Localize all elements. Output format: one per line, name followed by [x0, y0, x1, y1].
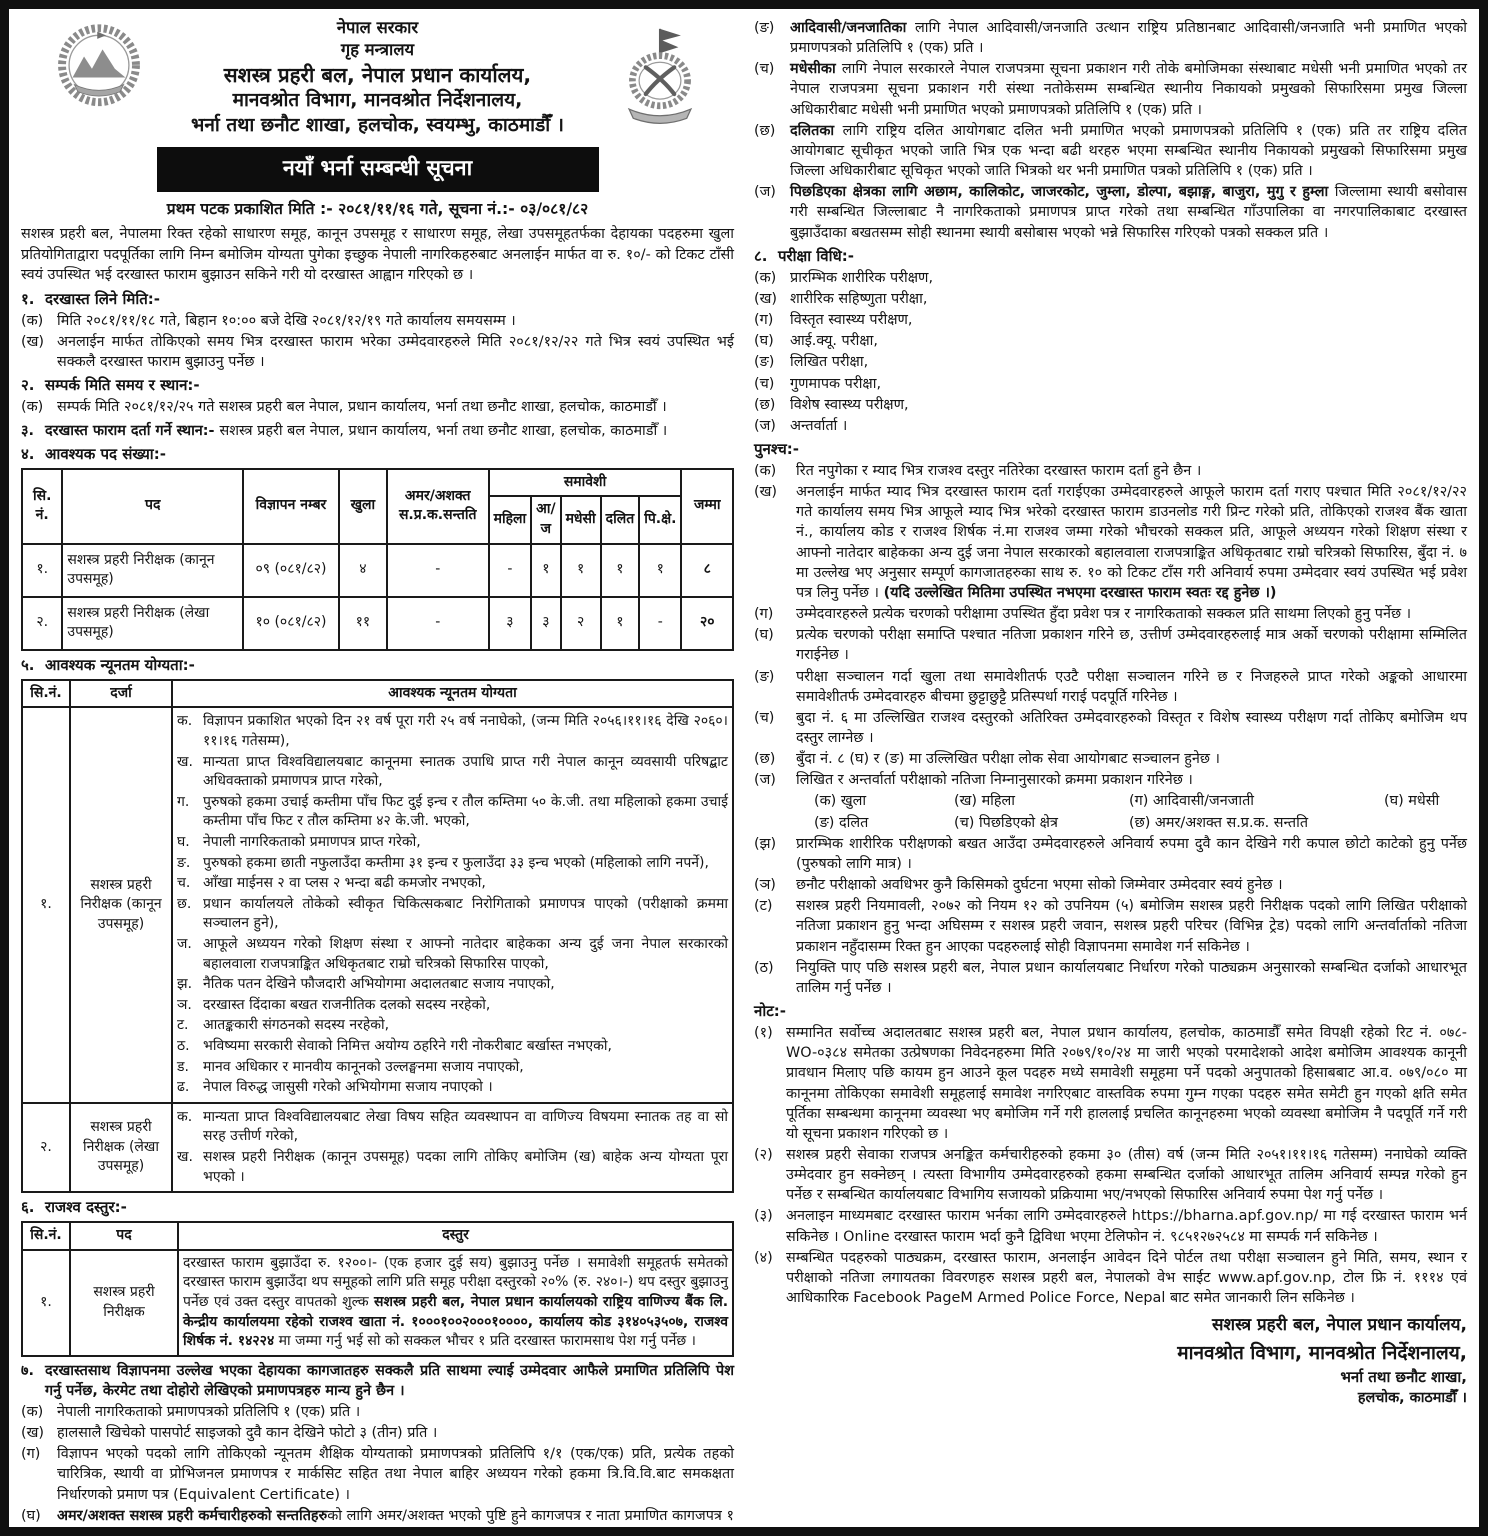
qualification-item — [177, 753, 728, 792]
section-1-heading — [21, 289, 734, 310]
item-label: (घ) — [754, 627, 774, 644]
item-text: प्रारम्भिक शारीरिक परीक्षण, — [790, 269, 934, 286]
item-label: (ङ) — [754, 668, 775, 685]
exam-item — [754, 331, 1467, 351]
item-label: (ज) — [754, 184, 776, 201]
cell-qualifications — [172, 707, 733, 1102]
cell: ३ — [531, 597, 560, 650]
item-text: सशस्त्र प्रहरी सेवाका राजपत्र अनङ्कित कर्मचारीहरुको हकमा ३० (तीस) वर्ष (जन्म मिति २०५१।११।१६ गतेसम्म) ननाघेको व्यक्ति उम्मेदवार हुन सक्नेछन् । त्यस्ता विभागीय उम्मेदवारहरुको हकमा सम्बन्धित दर्जाको आधारभूत तालिम अनिवार्य सम्पन्न गरेको हुन पर्नेछ र सम्बन्धित कार्यालयबाट विभागिय सजायको प्रक्रियामा भए/नभएको सिफारिस अनिवार्य रुपमा पेश गर्नु पर्नेछ । — [786, 1146, 1467, 1204]
apf-crest-icon — [614, 23, 706, 141]
item-text: भविष्यमा सरकारी सेवाको निमित्त अयोग्य ठहरिने गरी नोकरीबाट बर्खास्त नभएको, — [203, 1037, 612, 1054]
item-text: नियुक्ति पाए पछि सशस्त्र प्रहरी बल, नेपाल प्रधान कार्यालयबाट निर्धारण गरेको पाठ्यक्रम अनुसारको सम्बन्धित दर्जाको आधारभूत तालिम गर्नु पर्नेछ । — [796, 959, 1467, 996]
item-text: बुँदा नं. ८ (घ) र (ङ) मा उल्लिखित परीक्षा लोक सेवा आयोगबाट सञ्चालन हुनेछ । — [796, 751, 1221, 768]
col-header-sn: सि.नं. — [22, 1222, 70, 1250]
col-subheader: मधेसी — [561, 496, 601, 543]
cell: १. — [22, 544, 62, 597]
item-label: (१) — [754, 1025, 773, 1042]
item-label: (ज) — [754, 772, 776, 789]
item-text: अमर/अशक्त सशस्त्र प्रहरी कर्मचारीहरुको सन्ततिहरुको लागि अमर/अशक्त भएको पुष्टि हुने कागजपत्र र नाता प्रमाणित कागजपत्र १ (एक) प्रति । — [57, 1507, 735, 1536]
qualification-item — [177, 975, 728, 995]
section-1-items — [21, 311, 734, 372]
cell: - — [489, 544, 532, 597]
item-text: सम्मानित सर्वोच्च अदालतबाट सशस्त्र प्रहरी बल, नेपाल प्रधान कार्यालय, हलचोक, काठमाडौँ समेत विपक्षी रहेको रिट नं. ०७८-WO-०३८४ समेतका उत्प्रेषणका निवेदनहरुमा मिति २०७९/१०/२४ मा जारी भएको परमादेशको आदेश बमोजिम आवश्यक कानूनी प्रावधान मिलाए पछि कायम हुन आउने कूल पदहरु मध्ये समावेशी समूहमा पर्ने पदको अनुपातको हिसाबबाट आ.व. ०७९/०८० मा कानूनमा तोकिएका समावेशी समूहलाई समावेश नगरिएबाट वास्तविक रुपमा गुम्न गएका पदहरु समेत समेटी हुन गएको क्षति समेत पूर्तिका सम्बन्धमा कानूनमा व्यवस्था भए बमोजिम गर्ने गरी हाललाई प्रचलित कानूनहरुमा भएको व्यवस्था बमोजिम नै पदपूर्ति गर्ने गरी यो सूचना प्रकाशन गरिएको छ । — [786, 1025, 1467, 1142]
item-label: ट. — [177, 1017, 189, 1034]
item-label: (ख) — [21, 1425, 45, 1442]
item-text: पिछडिएका क्षेत्रका लागि अछाम, कालिकोट, जाजरकोट, जुम्ला, डोल्पा, बझाङ्ग, बाजुरा, मुगु र हुम्ला जिल्लामा स्थायी बसोवास गरी सम्बन्धित जिल्लाबाट नै नागरिकताको प्रमाणपत्र प्राप्त गरेको तथा सम्बन्धित गाँउपालिका वा नगरपालिकाबाट दरखास्त बुझाउँदाका बखतसम्म सोही स्थानमा स्थायी बसोबास भएको भन्ने सिफारिस गरिएको पत्रको सक्कल प्रति । — [790, 184, 1467, 241]
section-number: ५. — [21, 655, 35, 674]
item-label: (झ) — [754, 835, 777, 852]
col-header-fee: दस्तुर — [178, 1222, 733, 1250]
list-item — [754, 604, 1467, 624]
item-text: रित नपुगेका र म्याद भित्र राजश्व दस्तुर नतिरेका दरखास्त फाराम दर्ता हुने छैन । — [796, 462, 1202, 479]
section-number: १. — [21, 289, 35, 308]
note-heading: नोट:- — [754, 1002, 786, 1021]
item-label: (ट) — [754, 898, 773, 915]
result-order-row-2 — [754, 813, 1467, 833]
item-label: ख. — [177, 753, 193, 770]
item-label: क. — [177, 713, 193, 730]
section-2-heading — [21, 375, 734, 396]
item-text: मान्यता प्राप्त विश्वविद्यालयबाट कानूनमा स्नातक उपाधि प्राप्त गरी नेपाल कानून व्यवसायी परिषद्बाट अधिवक्ताको प्रमाणपत्र प्राप्त गरेको, — [203, 753, 728, 790]
item-label: (४) — [754, 1249, 773, 1266]
section-title: दरखास्त लिने मिति:- — [45, 289, 160, 308]
item-label: (क) — [21, 399, 44, 416]
list-item — [754, 875, 1467, 895]
list-item — [754, 182, 1467, 242]
col-subheader: महिला — [489, 496, 532, 543]
item-label: ग. — [177, 793, 190, 810]
qualification-item — [177, 935, 728, 974]
qualification-item — [177, 833, 728, 853]
qualification-item — [177, 1037, 728, 1057]
note-item — [754, 1023, 1467, 1144]
qualification-item — [177, 996, 728, 1016]
item-label: (छ) — [754, 122, 776, 139]
list-item — [754, 59, 1467, 119]
branch-line: भर्ना तथा छनौट शाखा, हलचोक, स्वयम्भु, काठमाडौँ । — [190, 113, 565, 136]
document-header — [21, 17, 734, 220]
item-text: मिति २०८१/११/१८ गते, बिहान १०:०० बजे देखि २०८१/१२/१९ गते कार्यालय समयसम्म । — [57, 312, 516, 329]
cell-rank: सशस्त्र प्रहरी निरीक्षक (लेखा उपसमूह) — [70, 1103, 172, 1192]
item-text: परीक्षा सञ्चालन गर्दा खुला तथा समावेशीतर्फ एउटै परीक्षा सञ्चालन गरिने छ र निजहरुले प्राप्त गरेको अङ्कको आधारमा समावेशीतर्फ उम्मेदवारहरु बीचमा छुट्टाछुट्टै प्रतिस्पर्धा गराई पदपूर्ति गरिनेछ । — [796, 668, 1467, 705]
section-7-items-right — [754, 18, 1467, 243]
item-text: सम्बन्धित पदहरुको पाठ्यक्रम, दरखास्त फाराम, अनलाईन आवेदन दिने पोर्टल तथा परीक्षा सञ्चालन हुने मिति, समय, स्थान र परीक्षाको नतिजा लगायतका विवरणहरु सशस्त्र प्रहरी बल, नेपालको वेभ साईट www.apf.gov.np, टोल फ्रि नं. १११४ एवं आधिकारिक Facebook PageM Armed Police Force, Nepal बाट समेत जानकारी लिन सकिनेछ । — [786, 1249, 1467, 1307]
cell: - — [387, 544, 489, 597]
col-header-qualification: आवश्यक न्यूनतम योग्यता — [172, 680, 733, 708]
section-text: दरखास्त फाराम दर्ता गर्ने स्थान:- सशस्त्र प्रहरी बल नेपाल, प्रधान कार्यालय, भर्ना तथा छनौट शाखा, हलचोक, काठमाडौँ । — [45, 422, 668, 439]
list-item — [754, 770, 1467, 790]
qualification-item — [177, 1058, 728, 1078]
qualification-table — [21, 679, 734, 1193]
item-text: अनलाईन मार्फत तोकिएको समय भित्र दरखास्त फाराम भरेका उम्मेदवारहरुले मिति २०८१/१२/२२ गते भित्र स्वयं उपस्थित भई सक्कलै दरखास्त फाराम बुझाउनु पर्नेछ । — [57, 334, 734, 371]
item-text: शारीरिक सहिष्णुता परीक्षा, — [790, 290, 928, 307]
item-text: पुरुषको हकमा उचाई कम्तीमा पाँच फिट दुई इन्च र तौल कम्तिमा ५० के.जी. तथा महिलाको हकमा उचाई कम्तीमा पाँच फिट र तौल कम्तिमा ४२ के.जी. भएको, — [203, 793, 728, 830]
qualification-item — [177, 874, 728, 894]
item-text: विज्ञापन भएको पदको लागि तोकिएको न्यूनतम शैक्षिक योग्यताको प्रमाणपत्रको प्रतिलिपि १/१ (एक/एक) प्रति, प्रत्येक तहको चारित्रिक, स्थायी वा प्रोभिजनल प्रमाणपत्र र मार्कसिट सहित तथा नेपाल बाहिर अध्ययन गरेको हकमा त्रि.वि.वि.बाट समकक्षता निर्धारणको प्रमाण पत्र (Equivalent Certificate) । — [57, 1446, 734, 1503]
cell: ११ — [339, 597, 387, 650]
qualification-item — [177, 1108, 728, 1147]
signature-line: भर्ना तथा छनौट शाखा, — [1340, 1367, 1467, 1386]
qualification-items — [177, 712, 728, 1097]
cell-total: ८ — [681, 544, 733, 597]
item-label: झ. — [177, 976, 193, 993]
item-label: (क) — [754, 269, 777, 286]
section-4-heading — [21, 444, 734, 465]
cell: ०९ (०८१/८२) — [243, 544, 339, 597]
cell-sn: १. — [22, 707, 70, 1102]
item-text: अनलाइन माध्यमबाट दरखास्त फाराम भर्नका लागि उम्मेदवारहरुले https://bharna.apf.gov.np/ मा गई दरखास्त फाराम भर्न सकिनेछ । Online दरखास्त फाराम भर्दा कुनै द्विविधा भएमा टेलिफोन नं. ९८५१२७२५८४ मा सम्पर्क गर्न सकिनेछ । — [786, 1208, 1467, 1245]
col-header-inclusive: समावेशी — [489, 469, 682, 497]
cell: १० (०८१/८२) — [243, 597, 339, 650]
cell: १ — [601, 544, 640, 597]
item-label: (छ) — [754, 396, 776, 413]
table-header-row — [22, 1222, 733, 1250]
col-subheader: दलित — [601, 496, 640, 543]
ministry-line: गृह मन्त्रालय — [340, 40, 415, 60]
section-title: आवश्यक पद संख्या:- — [45, 444, 166, 463]
item-label: (छ) — [754, 751, 776, 768]
list-item — [21, 311, 734, 331]
cell-total: २० — [681, 597, 733, 650]
exam-method-items — [754, 268, 1467, 436]
left-column — [21, 17, 735, 1536]
gov-line: नेपाल सरकार — [336, 18, 419, 37]
item-text: मानव अधिकार र मानवीय कानूनको उल्लङ्घनमा सजाय नपाएको, — [203, 1058, 524, 1075]
table-row — [22, 1103, 733, 1192]
list-item — [21, 332, 734, 372]
item-text: सम्पर्क मिति २०८१/१२/२५ गते सशस्त्र प्रहरी बल नेपाल, प्रधान कार्यालय, भर्ना तथा छनौट शाखा, हलचोक, काठमाडौँ । — [57, 399, 667, 416]
result-order-cell: (क) खुला — [814, 793, 867, 810]
list-item — [754, 482, 1467, 603]
note-item — [754, 1248, 1467, 1308]
cell-sn: २. — [22, 1103, 70, 1192]
item-text: लिखित परीक्षा, — [790, 354, 869, 371]
item-label: (क) — [21, 312, 44, 329]
col-header-sn: सि. नं. — [22, 469, 62, 544]
section-number: ३. — [21, 422, 34, 439]
col-header-total: जम्मा — [681, 469, 733, 544]
section-number: ६. — [21, 1198, 35, 1217]
item-text: गुणमापक परीक्षा, — [790, 375, 882, 392]
section-title: सम्पर्क मिति समय र स्थान:- — [45, 376, 200, 395]
table-row — [22, 597, 733, 650]
item-label: ख. — [177, 1148, 193, 1165]
col-subheader: पि.क्षे. — [639, 496, 681, 543]
result-order-cell: (ग) आदिवासी/जनजाती — [1129, 793, 1255, 810]
item-text: नेपाली नागरिकताको प्रमाणपत्रको प्रतिलिपि १ (एक) प्रति । — [57, 1404, 361, 1420]
table-row — [22, 707, 733, 1102]
list-item — [754, 667, 1467, 707]
table-header-row — [22, 469, 733, 497]
item-text: नेपाली नागरिकताको प्रमाणपत्र प्राप्त गरेको, — [203, 834, 421, 851]
signature-block — [754, 1314, 1467, 1408]
col-header-martyr: अमर/अशक्त स.प्र.क.सन्तति — [387, 469, 489, 544]
punashcha-heading: पुनश्च:- — [754, 439, 799, 458]
item-label: (क) — [21, 1404, 44, 1420]
item-label: ङ. — [177, 854, 191, 871]
item-label: च. — [177, 875, 191, 892]
section-7-items-left — [21, 1402, 734, 1536]
cell: १ — [561, 544, 601, 597]
item-text: उम्मेदवारहरुले प्रत्येक चरणको परीक्षामा उपस्थित हुँदा प्रवेश पत्र र नागरिकताको सक्कल प्रति साथमा लिएको हुनु पर्नेछ । — [796, 606, 1412, 623]
table-row — [22, 544, 733, 597]
note-item — [754, 1206, 1467, 1246]
exam-item — [754, 416, 1467, 436]
cell: - — [639, 597, 681, 650]
item-text: नेपाल विरुद्ध जासुसी गरेको अभियोगमा सजाय नपाएको । — [203, 1079, 493, 1096]
cell: १ — [531, 544, 560, 597]
note-item — [754, 1145, 1467, 1205]
intro-paragraph: सशस्त्र प्रहरी बल, नेपालमा रिक्त रहेको साधारण समूह, कानून उपसमूह र साधारण समूह, लेखा उपसमूहतर्फका देहायका पदहरुमा खुला प्रतियोगिताद्वारा पदपूर्तिका लागि निम्न बमोजिम योग्यता पुगेका इच्छुक नेपाली नागरिकहरुबाट अनलाईन मार्फत वा रु. १०/- को टिकट टाँसी स्वयं उपस्थित भई दरखास्त फाराम बुझाउन सकिने गरी यो दरखास्त आह्वान गरिएको छ । — [21, 226, 734, 283]
item-text: अनलाईन मार्फत म्याद भित्र दरखास्त फाराम दर्ता गराईएका उम्मेदवारहरुले आफूले फाराम दर्ता गराए पश्चात मिति २०८१/१२/२२ गते कार्यालय समय भित्र आफूले म्याद भित्र भरेको दरखास्त फाराम डाउनलोड गरी प्रिन्ट गरेको प्रति, तोकिएको राजश्व बैंक खाता नं., कार्यालय कोड र राजश्व शिर्षक नं.मा राजश्व जम्मा गरेको भौचरको सक्कल प्रति, आफूले अध्ययन गरेको शिक्षण संस्था र आफ्नो नातेदार बाहेकका अन्य दुई जना नेपाल सरकारको बहालवाला राजपत्राङ्कित अधिकृतबाट राम्रो चरित्रको सिफारिस, बुँदा नं. ७ मा उल्लेख भए अनुसार सम्पूर्ण कागजातहरुका साथ रु. १० को टिकट टाँस गरी अनिवार्य रुपमा उम्मेदवार स्वयं उपस्थित भई प्रवेश पत्र लिनु पर्नेछ । (यदि उल्लेखित मितिमा उपस्थित नभएमा दरखास्त फाराम स्वतः रद्द हुनेछ ।) — [796, 484, 1467, 601]
cell-qualifications — [172, 1103, 733, 1192]
item-label: (२) — [754, 1146, 773, 1163]
result-order-cell: (घ) मधेसी — [1384, 793, 1440, 810]
cell: २ — [561, 597, 601, 650]
item-label: (ठ) — [754, 959, 774, 976]
exam-item — [754, 289, 1467, 309]
list-item — [754, 958, 1467, 998]
item-label: (३) — [754, 1208, 773, 1225]
col-header-rank: दर्जा — [70, 680, 172, 708]
result-order-row-1 — [754, 791, 1467, 811]
item-label: (ङ) — [754, 20, 775, 36]
signature-line: सशस्त्र प्रहरी बल, नेपाल प्रधान कार्यालय, — [1212, 1315, 1467, 1336]
cell: - — [387, 597, 489, 650]
notice-title-banner: नयाँ भर्ना सम्बन्धी सूचना — [157, 147, 599, 192]
item-label: (घ) — [21, 1507, 41, 1524]
punashcha-items-1 — [754, 461, 1467, 791]
list-item — [754, 896, 1467, 956]
item-text: आई.क्यू. परीक्षा, — [790, 333, 878, 350]
qualification-item — [177, 1078, 728, 1098]
cell-fee-text: दरखास्त फाराम बुझाउँदा रु. १२००।- (एक हजार दुई सय) बुझाउनु पर्नेछ । समावेशी समूहतर्फ समेतको दरखास्त फाराम बुझाउँदा थप समूहको लागि प्रति समूह परीक्षा दस्तुरको २०% (रु. २४०।-) थप दस्तुर बुझाउनु पर्नेछ एवं उक्त दस्तुर वापतको शुल्क सशस्त्र प्रहरी बल, नेपाल प्रधान कार्यालयको राष्ट्रिय वाणिज्य बैंक लि. केन्द्रीय कार्यालयमा रहेको राजश्व खाता नं. १०००१००२०००१००००, कार्यालय कोड ३१४०५३५०७, राजश्व शिर्षक नं. १४२२४ मा जम्मा गर्नु भई सो को सक्कल भौचर १ प्रति दरखास्त फारामसाथ पेश गर्नु पर्नेछ । — [178, 1250, 733, 1356]
col-header-adv: विज्ञापन नम्बर — [243, 469, 339, 544]
item-text: अन्तर्वार्ता । — [790, 417, 848, 434]
item-label: (क) — [754, 462, 777, 479]
item-text: सशस्त्र प्रहरी नियमावली, २०७२ को नियम १२ को उपनियम (५) बमोजिम सशस्त्र प्रहरी निरीक्षक पदको लागि लिखित परीक्षाको नतिजा प्रकाशन हुनु भन्दा अघिसम्म र सशस्त्र प्रहरी जवान, सशस्त्र प्रहरी परिचर (विभिन्न ट्रेड) पदको लागि अन्तर्वार्ताको नतिजा प्रकाशन नहुँदासम्म रिक्त हुन आएका पदहरुलाई सोही विज्ञापनमा समावेश गर्न सकिनेछ । — [796, 898, 1467, 955]
item-label: (च) — [754, 61, 775, 78]
section-7-heading — [21, 1361, 734, 1401]
positions-table — [21, 468, 734, 651]
item-text: मान्यता प्राप्त विश्वविद्यालयबाट लेखा विषय सहित व्यवस्थापन वा वाणिज्य विषयमा स्नातक तह वा सो सरह उत्तीर्ण गरेको, — [203, 1108, 728, 1145]
qualification-items — [177, 1108, 728, 1187]
item-text: आदिवासी/जनजातिका लागि नेपाल आदिवासी/जनजाति उत्थान राष्ट्रिय प्रतिष्ठानबाट आदिवासी/जनजाति भनी प्रमाणित भएको प्रमाणपत्रको प्रतिलिपि १ (एक) प्रति । — [790, 20, 1467, 57]
cell: सशस्त्र प्रहरी निरीक्षक (लेखा उपसमूह) — [62, 597, 243, 650]
item-label: (ज) — [754, 417, 776, 434]
item-label: (ञ) — [754, 877, 776, 894]
item-label: ड. — [177, 1058, 189, 1075]
cell: ३ — [489, 597, 532, 650]
result-order-cell: (च) पिछडिएको क्षेत्र — [954, 814, 1058, 831]
dept-line: मानवश्रोत विभाग, मानवश्रोत निर्देशनालय, — [232, 89, 523, 112]
col-header-post: पद — [70, 1222, 178, 1250]
item-label: (ख) — [21, 334, 45, 351]
qualification-item — [177, 1016, 728, 1036]
section-title: दरखास्त फाराम दर्ता गर्ने स्थान:- — [45, 422, 220, 439]
list-item — [21, 1506, 734, 1536]
section-6-heading — [21, 1197, 734, 1218]
list-item — [21, 1444, 734, 1504]
section-number: ८. — [754, 246, 768, 265]
cell-sn: १. — [22, 1250, 70, 1356]
item-label: (ग) — [21, 1446, 41, 1463]
item-text: प्रत्येक चरणको परीक्षा समाप्ति पश्चात नतिजा प्रकाशन गरिने छ, उत्तीर्ण उम्मेदवारहरुलाई मात्र अर्को चरणको परीक्षामा सम्मिलित गराईनेछ । — [796, 627, 1467, 664]
item-label: (च) — [754, 709, 775, 726]
exam-item — [754, 395, 1467, 415]
cell: सशस्त्र प्रहरी निरीक्षक (कानून उपसमूह) — [62, 544, 243, 597]
result-order-cell: (ख) महिला — [954, 793, 1016, 810]
list-item — [21, 1423, 734, 1443]
list-item — [754, 461, 1467, 481]
item-label: (च) — [754, 375, 775, 392]
punashcha-items-2 — [754, 834, 1467, 998]
item-label: ठ. — [177, 1037, 190, 1054]
section-2-items — [21, 397, 734, 417]
item-label: (ख) — [754, 484, 778, 501]
cell: १ — [601, 597, 640, 650]
item-text: लिखित र अन्तर्वार्ता परीक्षाको नतिजा निम्नानुसारको क्रममा प्रकाशन गरिनेछ । — [796, 772, 1193, 789]
item-text: पुरुषको हकमा छाती नफुलाउँदा कम्तीमा ३१ इन्च र फुलाउँदा ३३ इन्च भएको (महिलाको लागि नपर्ने), — [203, 854, 709, 871]
list-item — [21, 1402, 734, 1422]
cell: १ — [639, 544, 681, 597]
table-header-row — [22, 680, 733, 708]
item-label: (ख) — [754, 290, 778, 307]
list-item — [754, 749, 1467, 769]
result-order-cell: (ङ) दलित — [814, 814, 869, 831]
item-label: (घ) — [754, 333, 774, 350]
section-5-heading — [21, 655, 734, 676]
result-order-cell: (छ) अमर/अशक्त स.प्र.क. सन्तति — [1129, 814, 1309, 831]
signature-line: मानवश्रोत विभाग, मानवश्रोत निर्देशनालय, — [1177, 1342, 1467, 1365]
item-text: बुदा नं. ६ मा उल्लिखित राजश्व दस्तुरको अतिरिक्त उम्मेदवारहरुको विस्तृत र विशेष स्वास्थ्य परीक्षण गर्दा तोकिए बमोजिम थप दस्तुर लाग्नेछ । — [796, 709, 1467, 746]
publication-line: प्रथम पटक प्रकाशित मिति :- २०८१/११/१६ गते, सूचना नं.:- ०३/०८१/८२ — [166, 199, 589, 218]
section-number: ७. — [21, 1362, 34, 1379]
section-number: ४. — [21, 444, 35, 463]
col-header-post: पद — [62, 469, 243, 544]
item-text: प्रधान कार्यालयले तोकेको स्वीकृत चिकित्सकबाट निरोगिताको प्रमाणपत्र पाएको (परीक्षाको क्रममा सञ्चालन हुने), — [203, 895, 728, 932]
item-text: दलितका लागि राष्ट्रिय दलित आयोगबाट दलित भनी प्रमाणित भएको प्रमाणपत्रको प्रतिलिपि १ (एक) प्रति तर राष्ट्रिय दलित आयोगबाट सूचीकृत भएको जाति भित्र एक भन्दा बढी थरहरु भएमा सम्बन्धित स्थानीय निकायको प्रमुखको सिफारिसमा प्रमुख जिल्ला अधिकारीबाट सूचिकृत भएको जाति भित्रको थर भनी प्रमाणित पत्रको प्रतिलिपि १ (एक) प्रति । — [790, 122, 1467, 180]
col-header-sn: सि.नं. — [22, 680, 70, 708]
item-text: विज्ञापन प्रकाशित भएको दिन २१ वर्ष पूरा गरी २५ वर्ष ननाघेको, (जन्म मिति २०५६।११।१६ देखि २०६०।११।१६ गतेसम्म), — [203, 713, 728, 750]
item-text: दरखास्त दिंदाका बखत राजनीतिक दलको सदस्य नरहेको, — [203, 996, 491, 1013]
fee-table — [21, 1221, 734, 1357]
item-text: हालसालै खिचेको पासपोर्ट साइजको दुवै कान देखिने फोटो ३ (तीन) प्रति । — [57, 1425, 438, 1442]
nepal-govt-emblem-icon — [55, 23, 143, 117]
qualification-item — [177, 854, 728, 874]
list-item — [754, 625, 1467, 665]
qualification-item — [177, 1148, 728, 1187]
section-title: परीक्षा विधि:- — [778, 246, 854, 265]
exam-item — [754, 374, 1467, 394]
item-label: (ग) — [754, 312, 774, 329]
col-subheader: आ/ज — [531, 496, 560, 543]
exam-item — [754, 268, 1467, 288]
item-text: छनौट परीक्षाको अवधिभर कुनै किसिमको दुर्घटना भएमा सोको जिम्मेवार उम्मेदवार स्वयं हुनेछ । — [796, 877, 1283, 894]
item-text: मधेसीका लागि नेपाल सरकारले नेपाल राजपत्रमा सूचना प्रकाशन गरी तोके बमोजिमका संस्थाबाट मधेसी भनी प्रमाणित भएको तर नेपाल राजपत्रमा सूचना प्रकाशन गरी संस्था नतोकेसम्म सम्बन्धित स्थानीय निकायको प्रमुखको सिफारिसमा प्रमुख जिल्ला अधिकारीबाट मधेसी भनी प्रमाणित भएको प्रमाणपत्रको प्रतिलिपि १ (एक) प्रति । — [790, 61, 1467, 118]
item-label: (ग) — [754, 606, 774, 623]
section-8-heading — [754, 246, 1467, 267]
section-number: २. — [21, 376, 35, 395]
result-order-cell — [1384, 813, 1467, 833]
item-text: प्रारम्भिक शारीरिक परीक्षणको बखत आउँदा उम्मेदवारहरुले अनिवार्य रुपमा दुवै कान देखिने गरी कपाल छोटो काटेको हुनु पर्नेछ (पुरुषको लागि मात्र) । — [796, 835, 1467, 872]
item-label: क. — [177, 1108, 193, 1125]
cell-post: सशस्त्र प्रहरी निरीक्षक — [70, 1250, 178, 1356]
cell: ४ — [339, 544, 387, 597]
qualification-item — [177, 712, 728, 751]
list-item — [754, 121, 1467, 181]
item-label: ञ. — [177, 996, 192, 1013]
list-item — [21, 397, 734, 417]
item-text: आफूले अध्ययन गरेको शिक्षण संस्था र आफ्नो नातेदार बाहेकका अन्य दुई जना नेपाल सरकारको बहालवाला राजपत्राङ्कित अधिकृतबाट राम्रो चरित्रको सिफारिस पाएको, — [203, 936, 728, 972]
item-label: छ. — [177, 895, 192, 912]
item-text: विस्तृत स्वास्थ्य परीक्षण, — [790, 312, 913, 329]
signature-line: हलचोक, काठमाडौँ । — [1357, 1389, 1467, 1406]
section-title: आवश्यक न्यूनतम योग्यता:- — [45, 655, 195, 674]
right-column — [754, 17, 1467, 1517]
list-item — [754, 834, 1467, 874]
table-row — [22, 1250, 733, 1356]
item-label: (ङ) — [754, 354, 775, 371]
item-text: आँखा माईनस २ वा प्लस २ भन्दा बढी कमजोर नभएको, — [203, 875, 486, 892]
item-text: विशेष स्वास्थ्य परीक्षण, — [790, 396, 909, 413]
section-title: दरखास्तसाथ विज्ञापनमा उल्लेख भएका देहायका कागजातहरु सक्कलै प्रति साथमा ल्याई उम्मेदवार आफैले प्रमाणित प्रतिलिपि पेश गर्नु पर्नेछ, केरमेट तथा दोहोरो लेखिएको प्रमाणपत्रहरु मान्य हुने छैन । — [45, 1362, 734, 1399]
section-3 — [21, 421, 734, 441]
exam-item — [754, 352, 1467, 372]
col-header-open: खुला — [339, 469, 387, 544]
cell: २. — [22, 597, 62, 650]
item-label: ज. — [177, 936, 192, 952]
item-text: सशस्त्र प्रहरी निरीक्षक (कानून उपसमूह) पदका लागि तोकिए बमोजिम (ख) बाहेक अन्य योग्यता पूरा भएको । — [203, 1148, 728, 1185]
item-text: नैतिक पतन देखिने फौजदारी अभियोगमा अदालतबाट सजाय नपाएको, — [203, 976, 555, 993]
org-line: सशस्त्र प्रहरी बल, नेपाल प्रधान कार्यालय, — [223, 62, 532, 87]
item-label: घ. — [177, 834, 190, 851]
item-label: ढ. — [177, 1079, 190, 1096]
qualification-item — [177, 895, 728, 934]
exam-item — [754, 310, 1467, 330]
list-item — [754, 18, 1467, 58]
note-items — [754, 1023, 1467, 1308]
qualification-item — [177, 793, 728, 832]
list-item — [754, 708, 1467, 748]
cell-rank: सशस्त्र प्रहरी निरीक्षक (कानून उपसमूह) — [70, 707, 172, 1102]
section-title: राजश्व दस्तुर:- — [45, 1198, 127, 1217]
item-text: आतङ्ककारी संगठनको सदस्य नरहेको, — [203, 1017, 390, 1034]
